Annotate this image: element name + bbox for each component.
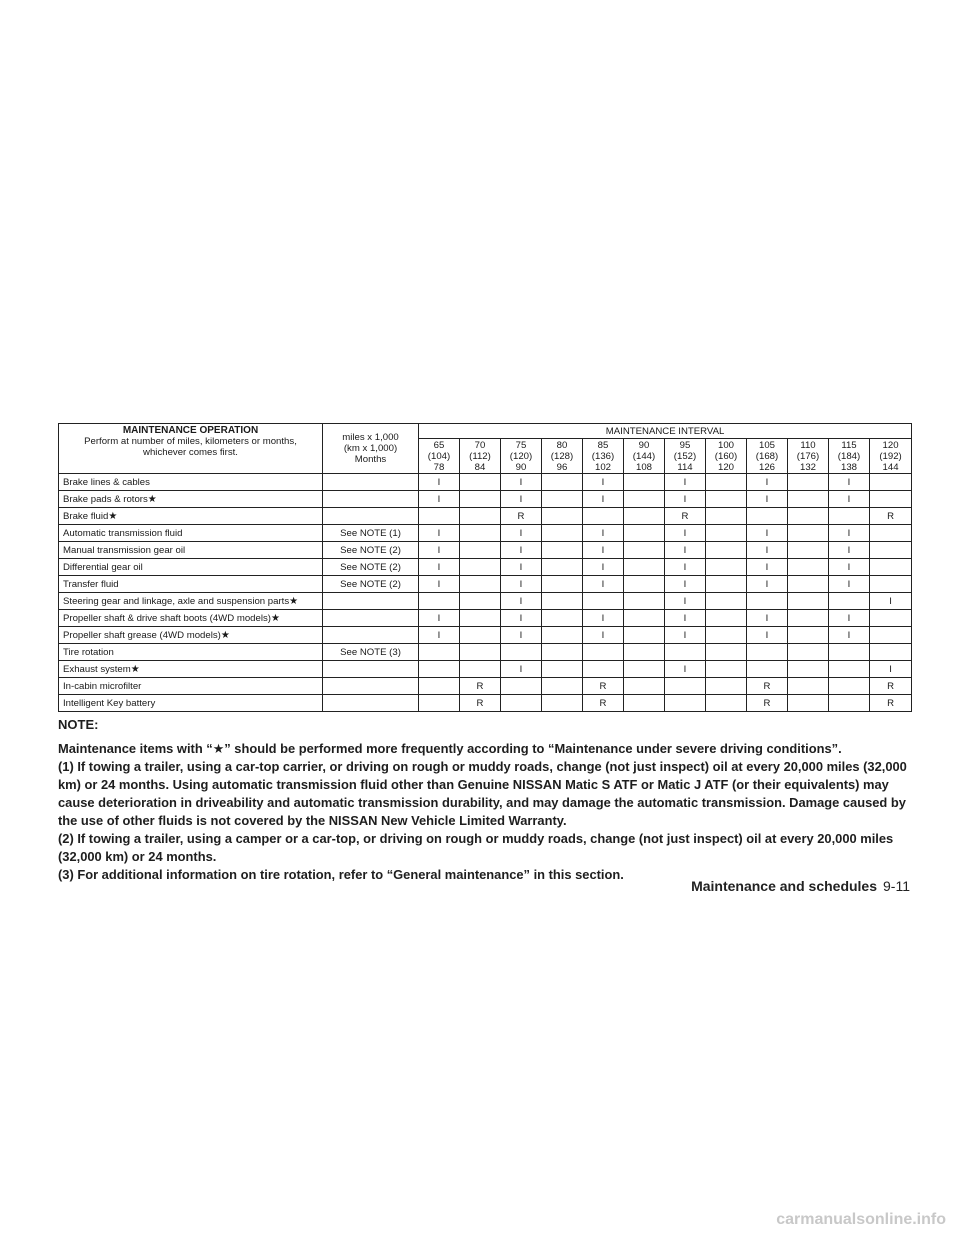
interval-code-cell: I (665, 610, 706, 627)
interval-code-cell (542, 695, 583, 712)
table-row (59, 695, 912, 712)
interval-code-cell (624, 627, 665, 644)
interval-code-cell: I (829, 610, 870, 627)
item-label: Transfer fluid (63, 578, 119, 590)
interval-code-cell (829, 695, 870, 712)
interval-code-cell: I (583, 474, 624, 491)
table-row (59, 508, 912, 525)
interval-code-cell: I (583, 627, 624, 644)
interval-code-cell (870, 644, 912, 661)
interval-code-cell (624, 678, 665, 695)
interval-code-cell (419, 661, 460, 678)
interval-code-cell: I (419, 542, 460, 559)
interval-col-8 (747, 439, 788, 474)
units-km: (km x 1,000) (343, 443, 398, 454)
interval-code-cell (542, 508, 583, 525)
interval-code-cell: R (460, 678, 501, 695)
interval-code-cell (583, 593, 624, 610)
interval-code-cell (706, 610, 747, 627)
interval-code-cell (747, 508, 788, 525)
interval-code-cell: I (583, 610, 624, 627)
interval-col-1 (460, 439, 501, 474)
interval-code-cell: I (501, 542, 542, 559)
item-cell (59, 661, 323, 678)
interval-code-cell (419, 508, 460, 525)
interval-code-cell (542, 593, 583, 610)
table-row (59, 627, 912, 644)
interval-miles: 100 (717, 439, 734, 451)
note-ref-cell (323, 508, 419, 525)
footer-section-title: Maintenance and schedules (691, 878, 878, 894)
item-label: Automatic transmission fluid (63, 527, 183, 539)
interval-code-cell (542, 474, 583, 491)
interval-col-2 (501, 439, 542, 474)
interval-code-cell: I (829, 576, 870, 593)
note-3: (3) For additional information on tire rotation, refer to “General maintenance” in this section. (58, 867, 624, 882)
interval-code-cell: I (419, 474, 460, 491)
interval-code-cell (870, 576, 912, 593)
note-ref-cell (323, 695, 419, 712)
interval-code-cell (788, 491, 829, 508)
interval-col-11 (870, 439, 912, 474)
interval-code-cell: I (665, 525, 706, 542)
item-cell (59, 610, 323, 627)
interval-km: (160) (714, 450, 738, 462)
interval-code-cell: I (501, 576, 542, 593)
item-cell (59, 559, 323, 576)
interval-code-cell (583, 661, 624, 678)
interval-months: 78 (433, 461, 445, 473)
interval-code-cell: I (870, 661, 912, 678)
interval-code-cell (542, 678, 583, 695)
interval-code-cell: I (829, 491, 870, 508)
interval-col-4 (583, 439, 624, 474)
severe-star-icon: ★ (108, 510, 118, 522)
interval-code-cell (624, 610, 665, 627)
interval-code-cell (460, 661, 501, 678)
item-cell (59, 593, 323, 610)
item-cell (59, 576, 323, 593)
interval-code-cell: I (747, 559, 788, 576)
interval-code-cell: I (501, 559, 542, 576)
interval-code-cell: I (747, 610, 788, 627)
interval-col-6 (665, 439, 706, 474)
interval-code-cell (501, 678, 542, 695)
note-ref-cell: See NOTE (1) (323, 525, 419, 542)
interval-code-cell (460, 474, 501, 491)
interval-code-cell: R (747, 695, 788, 712)
notes-heading: NOTE: (58, 717, 99, 732)
interval-code-cell (788, 678, 829, 695)
interval-code-cell (788, 644, 829, 661)
interval-code-cell: I (501, 627, 542, 644)
interval-code-cell: I (829, 525, 870, 542)
interval-code-cell (460, 525, 501, 542)
interval-code-cell: I (747, 525, 788, 542)
interval-months: 90 (515, 461, 527, 473)
table-row (59, 576, 912, 593)
item-label: Propeller shaft grease (4WD models) (63, 629, 221, 641)
item-cell (59, 678, 323, 695)
interval-col-0 (419, 439, 460, 474)
interval-code-cell: I (501, 661, 542, 678)
item-label: Brake fluid (63, 510, 109, 522)
interval-code-cell (460, 559, 501, 576)
interval-code-cell (665, 644, 706, 661)
interval-months: 132 (799, 461, 816, 473)
interval-km: (176) (796, 450, 820, 462)
interval-code-cell (460, 508, 501, 525)
interval-code-cell (624, 644, 665, 661)
units-months: Months (354, 454, 387, 465)
interval-code-cell: I (829, 474, 870, 491)
interval-code-cell: R (583, 678, 624, 695)
interval-code-cell (542, 627, 583, 644)
interval-code-cell (788, 593, 829, 610)
interval-code-cell (542, 610, 583, 627)
interval-code-cell: I (665, 593, 706, 610)
interval-header: MAINTENANCE INTERVAL (419, 424, 912, 439)
interval-months: 138 (840, 461, 857, 473)
interval-months: 96 (556, 461, 568, 473)
interval-code-cell (706, 542, 747, 559)
interval-miles: 90 (638, 439, 650, 451)
interval-miles: 70 (474, 439, 486, 451)
interval-code-cell (624, 695, 665, 712)
severe-star-icon: ★ (270, 612, 280, 624)
interval-km: (104) (427, 450, 451, 462)
interval-code-cell (788, 627, 829, 644)
operation-description: Perform at number of miles, kilometers or months, whichever comes first. (84, 436, 297, 458)
notes-section (58, 716, 914, 884)
interval-code-cell (542, 542, 583, 559)
interval-miles: 65 (433, 439, 445, 451)
interval-miles: 115 (841, 439, 857, 451)
interval-code-cell (706, 474, 747, 491)
interval-months: 114 (677, 461, 693, 473)
table-row (59, 661, 912, 678)
item-cell (59, 491, 323, 508)
interval-months: 108 (635, 461, 652, 473)
interval-code-cell (706, 593, 747, 610)
interval-code-cell (419, 678, 460, 695)
item-cell (59, 695, 323, 712)
interval-code-cell (583, 644, 624, 661)
interval-col-7 (706, 439, 747, 474)
interval-km: (184) (837, 450, 861, 462)
interval-code-cell (624, 508, 665, 525)
interval-code-cell: I (829, 627, 870, 644)
interval-miles: 75 (515, 439, 527, 451)
operation-header (59, 424, 323, 474)
interval-code-cell: I (870, 593, 912, 610)
interval-code-cell: I (583, 542, 624, 559)
interval-months: 84 (474, 461, 486, 473)
interval-code-cell (870, 542, 912, 559)
interval-code-cell: I (583, 525, 624, 542)
interval-code-cell: I (419, 627, 460, 644)
interval-code-cell (460, 644, 501, 661)
interval-miles: 95 (679, 439, 691, 451)
interval-code-cell (706, 525, 747, 542)
interval-code-cell (706, 576, 747, 593)
table-row (59, 491, 912, 508)
interval-code-cell: R (460, 695, 501, 712)
interval-code-cell (542, 644, 583, 661)
interval-code-cell (624, 559, 665, 576)
interval-code-cell (419, 644, 460, 661)
interval-code-cell (870, 559, 912, 576)
table-row (59, 559, 912, 576)
interval-code-cell: I (665, 576, 706, 593)
interval-col-5 (624, 439, 665, 474)
interval-code-cell (788, 610, 829, 627)
interval-code-cell (747, 661, 788, 678)
note-ref-cell (323, 627, 419, 644)
interval-code-cell (788, 525, 829, 542)
interval-code-cell: I (747, 474, 788, 491)
item-label: Intelligent Key battery (63, 697, 156, 709)
interval-code-cell: I (747, 491, 788, 508)
interval-code-cell (706, 627, 747, 644)
interval-code-cell: R (583, 695, 624, 712)
table-row (59, 593, 912, 610)
interval-code-cell: R (870, 695, 912, 712)
interval-code-cell (665, 678, 706, 695)
item-label: Manual transmission gear oil (63, 544, 186, 556)
item-cell (59, 508, 323, 525)
interval-code-cell (747, 644, 788, 661)
item-label: In-cabin microfilter (63, 680, 142, 692)
interval-km: (168) (755, 450, 779, 462)
interval-miles: 110 (800, 439, 816, 451)
interval-code-cell (870, 610, 912, 627)
interval-months: 120 (717, 461, 734, 473)
interval-code-cell: I (501, 610, 542, 627)
note-ref-cell (323, 610, 419, 627)
interval-code-cell (624, 576, 665, 593)
table-row (59, 610, 912, 627)
interval-code-cell (747, 593, 788, 610)
interval-code-cell (870, 525, 912, 542)
interval-code-cell (829, 661, 870, 678)
interval-code-cell (706, 678, 747, 695)
interval-col-10 (829, 439, 870, 474)
units-header (323, 424, 419, 474)
interval-code-cell: I (501, 474, 542, 491)
interval-code-cell (460, 542, 501, 559)
item-label: Brake pads & rotors (63, 493, 148, 505)
interval-code-cell (542, 559, 583, 576)
interval-code-cell (665, 695, 706, 712)
interval-code-cell (624, 593, 665, 610)
interval-code-cell (542, 661, 583, 678)
item-cell (59, 525, 323, 542)
note-ref-cell (323, 474, 419, 491)
note-ref-cell (323, 491, 419, 508)
interval-code-cell: R (870, 678, 912, 695)
interval-code-cell: R (747, 678, 788, 695)
interval-code-cell: R (870, 508, 912, 525)
interval-code-cell: I (583, 559, 624, 576)
interval-code-cell (706, 661, 747, 678)
interval-months: 144 (882, 461, 899, 473)
interval-code-cell (788, 508, 829, 525)
interval-code-cell (624, 525, 665, 542)
interval-code-cell: I (665, 559, 706, 576)
interval-code-cell (788, 661, 829, 678)
interval-code-cell: I (665, 627, 706, 644)
interval-code-cell (706, 695, 747, 712)
interval-code-cell (870, 491, 912, 508)
watermark: carmanualsonline.info (776, 1211, 946, 1228)
interval-code-cell: R (665, 508, 706, 525)
interval-km: (120) (509, 450, 533, 462)
interval-km: (112) (469, 450, 491, 462)
item-label: Differential gear oil (63, 561, 143, 573)
interval-code-cell (829, 508, 870, 525)
interval-code-cell: I (665, 491, 706, 508)
interval-code-cell: I (583, 576, 624, 593)
interval-code-cell: I (747, 627, 788, 644)
interval-miles: 80 (556, 439, 568, 451)
severe-star-icon: ★ (289, 595, 299, 607)
interval-miles: 85 (597, 439, 609, 451)
interval-code-cell: I (419, 610, 460, 627)
item-cell (59, 474, 323, 491)
interval-code-cell (542, 525, 583, 542)
note-1: (1) If towing a trailer, using a car-top carrier, or driving on rough or muddy roads, change (not just inspect) oil at every 20,000 miles (32,000 km) or 24 months. Using automatic transmission fluid other than Genuine NISSAN Matic S ATF or Matic J ATF (or their equivalents) may cause deterioration in driveability and automatic transmission durability, and may damage the automatic transmission. Damage caused by the use of other fluids is not covered by the NISSAN New Vehicle Limited Warranty. (58, 759, 907, 828)
interval-code-cell (829, 678, 870, 695)
interval-code-cell (624, 661, 665, 678)
interval-code-cell (542, 491, 583, 508)
interval-code-cell (788, 576, 829, 593)
interval-code-cell (788, 559, 829, 576)
table-body (59, 474, 912, 712)
interval-months: 126 (758, 461, 775, 473)
interval-code-cell: I (583, 491, 624, 508)
interval-code-cell (870, 627, 912, 644)
interval-code-cell (624, 474, 665, 491)
item-cell (59, 644, 323, 661)
item-cell (59, 542, 323, 559)
interval-miles: 105 (758, 439, 775, 451)
severe-star-icon: ★ (220, 629, 230, 641)
interval-code-cell (460, 627, 501, 644)
interval-code-cell (706, 644, 747, 661)
interval-code-cell: I (747, 576, 788, 593)
interval-km: (128) (550, 450, 574, 462)
table-row (59, 644, 912, 661)
interval-code-cell: I (501, 525, 542, 542)
interval-code-cell: I (419, 576, 460, 593)
interval-km: (192) (879, 450, 902, 462)
interval-km: (136) (591, 450, 615, 462)
interval-code-cell (501, 644, 542, 661)
interval-code-cell: I (501, 593, 542, 610)
interval-code-cell: I (419, 491, 460, 508)
item-label: Tire rotation (63, 646, 114, 658)
interval-code-cell (501, 695, 542, 712)
interval-code-cell: R (501, 508, 542, 525)
interval-code-cell (870, 474, 912, 491)
item-label: Propeller shaft & drive shaft boots (4WD models) (63, 612, 271, 624)
severe-star-icon: ★ (130, 663, 140, 675)
interval-code-cell (706, 491, 747, 508)
note-ref-cell (323, 593, 419, 610)
interval-code-cell (460, 576, 501, 593)
note-ref-cell: See NOTE (3) (323, 644, 419, 661)
maintenance-schedule-table (58, 423, 912, 712)
page-number: 9-11 (883, 878, 910, 894)
interval-code-cell (706, 559, 747, 576)
table-row (59, 525, 912, 542)
note-ref-cell (323, 661, 419, 678)
interval-code-cell (583, 508, 624, 525)
interval-code-cell: I (747, 542, 788, 559)
operation-title: MAINTENANCE OPERATION (122, 425, 259, 436)
interval-code-cell (460, 491, 501, 508)
interval-km: (144) (632, 450, 656, 462)
interval-code-cell: I (501, 491, 542, 508)
note-severe: Maintenance items with “★” should be performed more frequently according to “Maintenance under severe driving conditions”. (58, 741, 842, 756)
interval-code-cell (829, 593, 870, 610)
interval-km: (152) (673, 450, 697, 462)
item-cell (59, 627, 323, 644)
interval-code-cell (542, 576, 583, 593)
interval-months: 102 (594, 461, 611, 473)
interval-code-cell (788, 695, 829, 712)
interval-code-cell (829, 644, 870, 661)
table-row (59, 474, 912, 491)
page-footer (691, 878, 910, 894)
interval-code-cell (788, 542, 829, 559)
interval-code-cell: I (829, 559, 870, 576)
interval-code-cell (788, 474, 829, 491)
interval-miles: 120 (882, 439, 899, 451)
item-label: Brake lines & cables (63, 476, 150, 488)
units-miles: miles x 1,000 (342, 432, 399, 443)
interval-col-3 (542, 439, 583, 474)
interval-code-cell (460, 610, 501, 627)
interval-code-cell (419, 593, 460, 610)
interval-code-cell: I (665, 661, 706, 678)
interval-code-cell (419, 695, 460, 712)
item-label: Steering gear and linkage, axle and suspension parts (63, 595, 290, 607)
interval-col-9 (788, 439, 829, 474)
note-ref-cell (323, 678, 419, 695)
interval-code-cell: I (419, 559, 460, 576)
note-ref-cell: See NOTE (2) (323, 559, 419, 576)
interval-code-cell: I (665, 474, 706, 491)
item-label: Exhaust system (63, 663, 131, 675)
table-row (59, 542, 912, 559)
interval-code-cell (624, 491, 665, 508)
table-row (59, 678, 912, 695)
note-ref-cell: See NOTE (2) (323, 542, 419, 559)
interval-code-cell: I (665, 542, 706, 559)
note-2: (2) If towing a trailer, using a camper or a car-top, or driving on rough or muddy roads, change (not just inspect) oil at every 20,000 miles (32,000 km) or 24 months. (58, 831, 894, 864)
severe-star-icon: ★ (147, 493, 157, 505)
interval-code-cell: I (419, 525, 460, 542)
interval-code-cell: I (829, 542, 870, 559)
interval-code-cell (460, 593, 501, 610)
interval-code-cell (624, 542, 665, 559)
interval-code-cell (706, 508, 747, 525)
note-ref-cell: See NOTE (2) (323, 576, 419, 593)
